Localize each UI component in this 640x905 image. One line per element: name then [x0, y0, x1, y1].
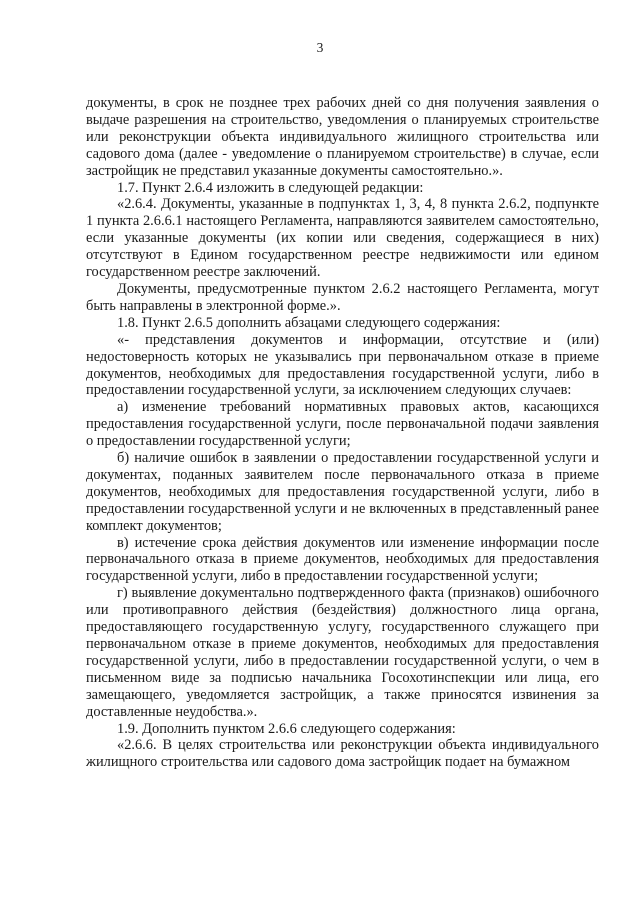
paragraph-item-1-9: 1.9. Дополнить пунктом 2.6.6 следующего содержания:	[117, 720, 456, 737]
paragraph-case-b: б) наличие ошибок в заявлении о предоставлении государственной услуги и документах, поданных заявителем после первоначального отказа в приеме документов, необходимых для предоставления государственной услуги, либо в предоставлении государственной услуги и не включенных в представленный ранее комплект документов;	[86, 450, 599, 534]
paragraph-repeated-request: «- представления документов и информации, отсутствие и (или) недостоверность которых не указывались при первоначальном отказе в приеме документов, необходимых для предоставления государственной услуги, либо в предоставлении государственной услуги, за исключением следующих случаев:	[86, 331, 599, 399]
paragraph-documents-deadline: документы, в срок не позднее трех рабочих дней со дня получения заявления о выдаче разрешения на строительство, уведомления о планируемых строительстве или реконструкции объекта индивидуального жилищного строительства или садового дома (далее - уведомление о планируемом строительстве) в случае, если застройщик не представил указанные документы самостоятельно.».	[86, 95, 599, 179]
paragraph-clause-2-6-4: «2.6.4. Документы, указанные в подпунктах 1, 3, 4, 8 пункта 2.6.2, подпункте 1 пункта 2.6.6.1 настоящего Регламента, направляются заявителем самостоятельно, если указанные документы (их копии или сведения, содержащиеся в них) отсутствуют в Едином государственном реестре недвижимости или едином государственном реестре заключений.	[86, 196, 599, 281]
paragraph-item-1-7: 1.7. Пункт 2.6.4 изложить в следующей редакции:	[117, 179, 424, 196]
paragraph-case-a: а) изменение требований нормативных правовых актов, касающихся предоставления государственной услуги, после первоначальной подачи заявления о предоставлении государственной услуги;	[86, 399, 599, 450]
document-body	[86, 95, 599, 771]
paragraph-clause-2-6-6: «2.6.6. В целях строительства или реконструкции объекта индивидуального жилищного строительства или садового дома застройщик подает на бумажном	[86, 737, 599, 771]
paragraph-item-1-8: 1.8. Пункт 2.6.5 дополнить абзацами следующего содержания:	[117, 314, 501, 331]
page-number: 3	[316, 40, 324, 55]
paragraph-case-v: в) истечение срока действия документов или изменение информации после первоначального отказа в приеме документов, необходимых для предоставления государственной услуги, либо в предоставлении государственной услуги;	[86, 534, 599, 585]
paragraph-electronic-form: Документы, предусмотренные пунктом 2.6.2 настоящего Регламента, могут быть направлены в электронной форме.».	[86, 280, 599, 314]
paragraph-case-g: г) выявление документально подтвержденного факта (признаков) ошибочного или противоправного действия (бездействия) должностного лица органа, предоставляющего государственную услугу, государственного служащего при первоначальном отказе в приеме документов, необходимых для предоставления государственной услуги, либо в предоставлении государственной услуги, о чем в письменном виде за подписью начальника Госохотинспекции или лица, его замещающего, уведомляется застройщик, а также приносятся извинения за доставленные неудобства.».	[86, 585, 599, 720]
